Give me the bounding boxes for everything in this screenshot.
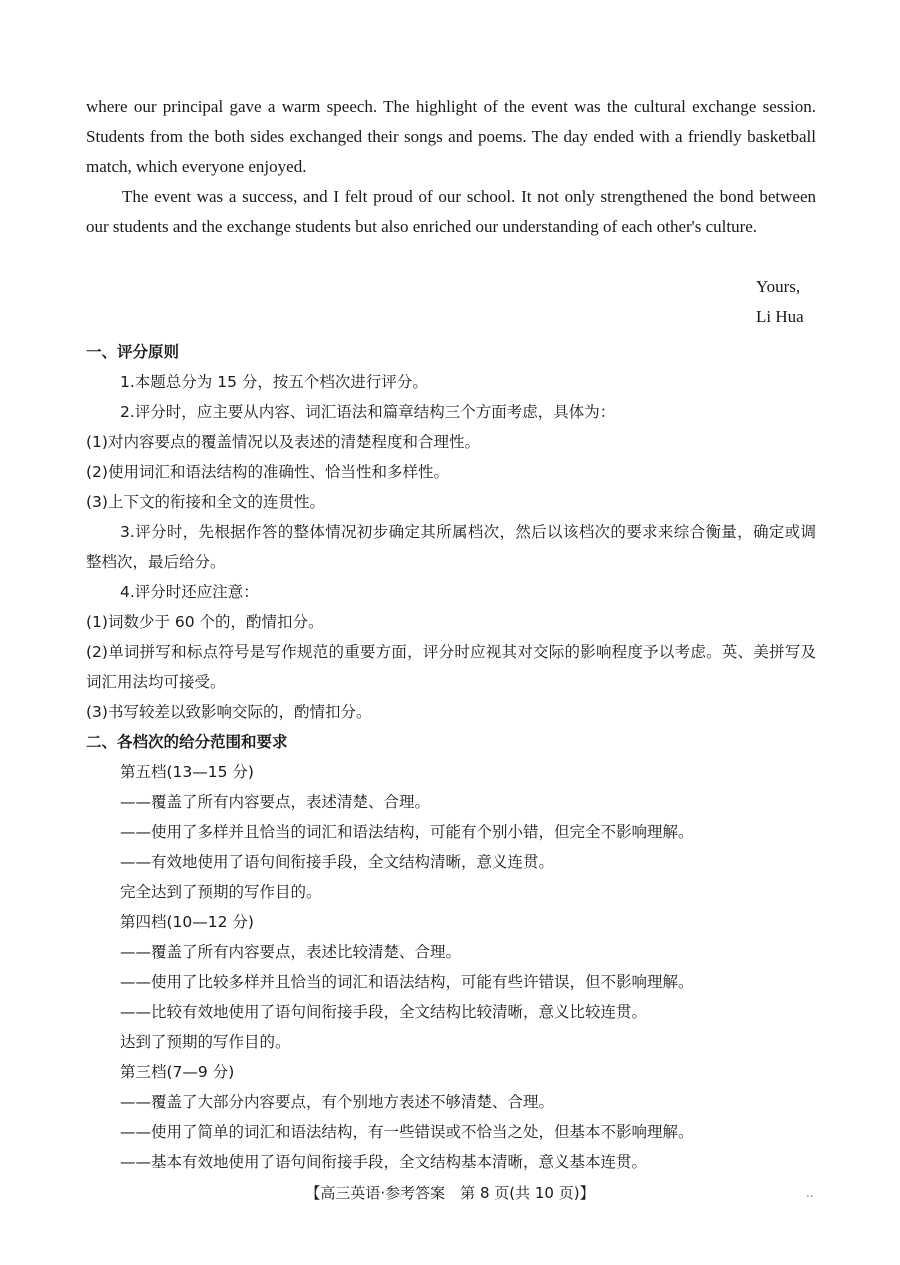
section1-line-2: 2.评分时，应主要从内容、词汇语法和篇章结构三个方面考虑，具体为： [120,403,616,421]
section1-line-5: (3)上下文的衔接和全文的连贯性。 [86,493,325,511]
section1-item-3: 3.评分时，先根据作答的整体情况初步确定其所属档次，然后以该档次的要求来综合衡量，确定或调整档次，最后给分。 [86,523,816,571]
tier3-line-3: ——基本有效地使用了语句间衔接手段，全文结构基本清晰，意义基本连贯。 [120,1153,648,1171]
footer-dots: .. [806,1186,814,1200]
letter-closing: Yours, [756,277,801,296]
section2-heading: 二、各档次的给分范围和要求 [86,733,288,751]
letter-paragraph-2: The event was a success, and I felt proud of our school. It not only strengthened the bond between our students and the exchange students but also enriched our understanding of each other's culture. [86,187,816,236]
tier5-line-3: ——有效地使用了语句间衔接手段，全文结构清晰，意义连贯。 [120,853,555,871]
tier3-line-1: ——覆盖了大部分内容要点，有个别地方表述不够清楚、合理。 [120,1093,555,1111]
tier4-line-3: ——比较有效地使用了语句间衔接手段，全文结构比较清晰，意义比较连贯。 [120,1003,648,1021]
section1-item-4-1: (1)词数少于 60 个的，酌情扣分。 [86,613,324,631]
tier4-title: 第四档(10—12 分) [120,913,254,931]
page-footer: 【高三英语·参考答案 第 8 页(共 10 页)】 [305,1184,595,1202]
letter-paragraph-1: where our principal gave a warm speech. The highlight of the event was the cultural exchange session. Students from the both sides exchanged their songs and poems. The day ended with a friendly basketball match, which everyone enjoyed. [86,97,816,176]
tier4-line-1: ——覆盖了所有内容要点，表述比较清楚、合理。 [120,943,462,961]
section1-line-4: (2)使用词汇和语法结构的准确性、恰当性和多样性。 [86,463,449,481]
tier5-summary: 完全达到了预期的写作目的。 [120,883,322,901]
tier3-line-2: ——使用了简单的词汇和语法结构，有一些错误或不恰当之处，但基本不影响理解。 [120,1123,694,1141]
tier4-line-2: ——使用了比较多样并且恰当的词汇和语法结构，可能有些许错误，但不影响理解。 [120,973,694,991]
tier4-summary: 达到了预期的写作目的。 [120,1033,291,1051]
tier3-title: 第三档(7—9 分) [120,1063,235,1081]
scoring-section [86,337,816,1177]
section1-line-3: (1)对内容要点的覆盖情况以及表述的清楚程度和合理性。 [86,433,480,451]
section1-item-4-3: (3)书写较差以致影响交际的，酌情扣分。 [86,703,372,721]
section1-item-4-2: (2)单词拼写和标点符号是写作规范的重要方面，评分时应视其对交际的影响程度予以考虑。英、美拼写及词汇用法均可接受。 [86,643,816,691]
tier5-line-1: ——覆盖了所有内容要点，表述清楚、合理。 [120,793,431,811]
section1-item-4-title: 4.评分时还应注意： [120,583,259,601]
letter-body [86,92,816,242]
section1-line-1: 1.本题总分为 15 分，按五个档次进行评分。 [120,373,428,391]
tier5-title: 第五档(13—15 分) [120,763,254,781]
section1-heading: 一、评分原则 [86,343,180,361]
tier5-line-2: ——使用了多样并且恰当的词汇和语法结构，可能有个别小错，但完全不影响理解。 [120,823,694,841]
letter-signature: Li Hua [756,307,804,326]
